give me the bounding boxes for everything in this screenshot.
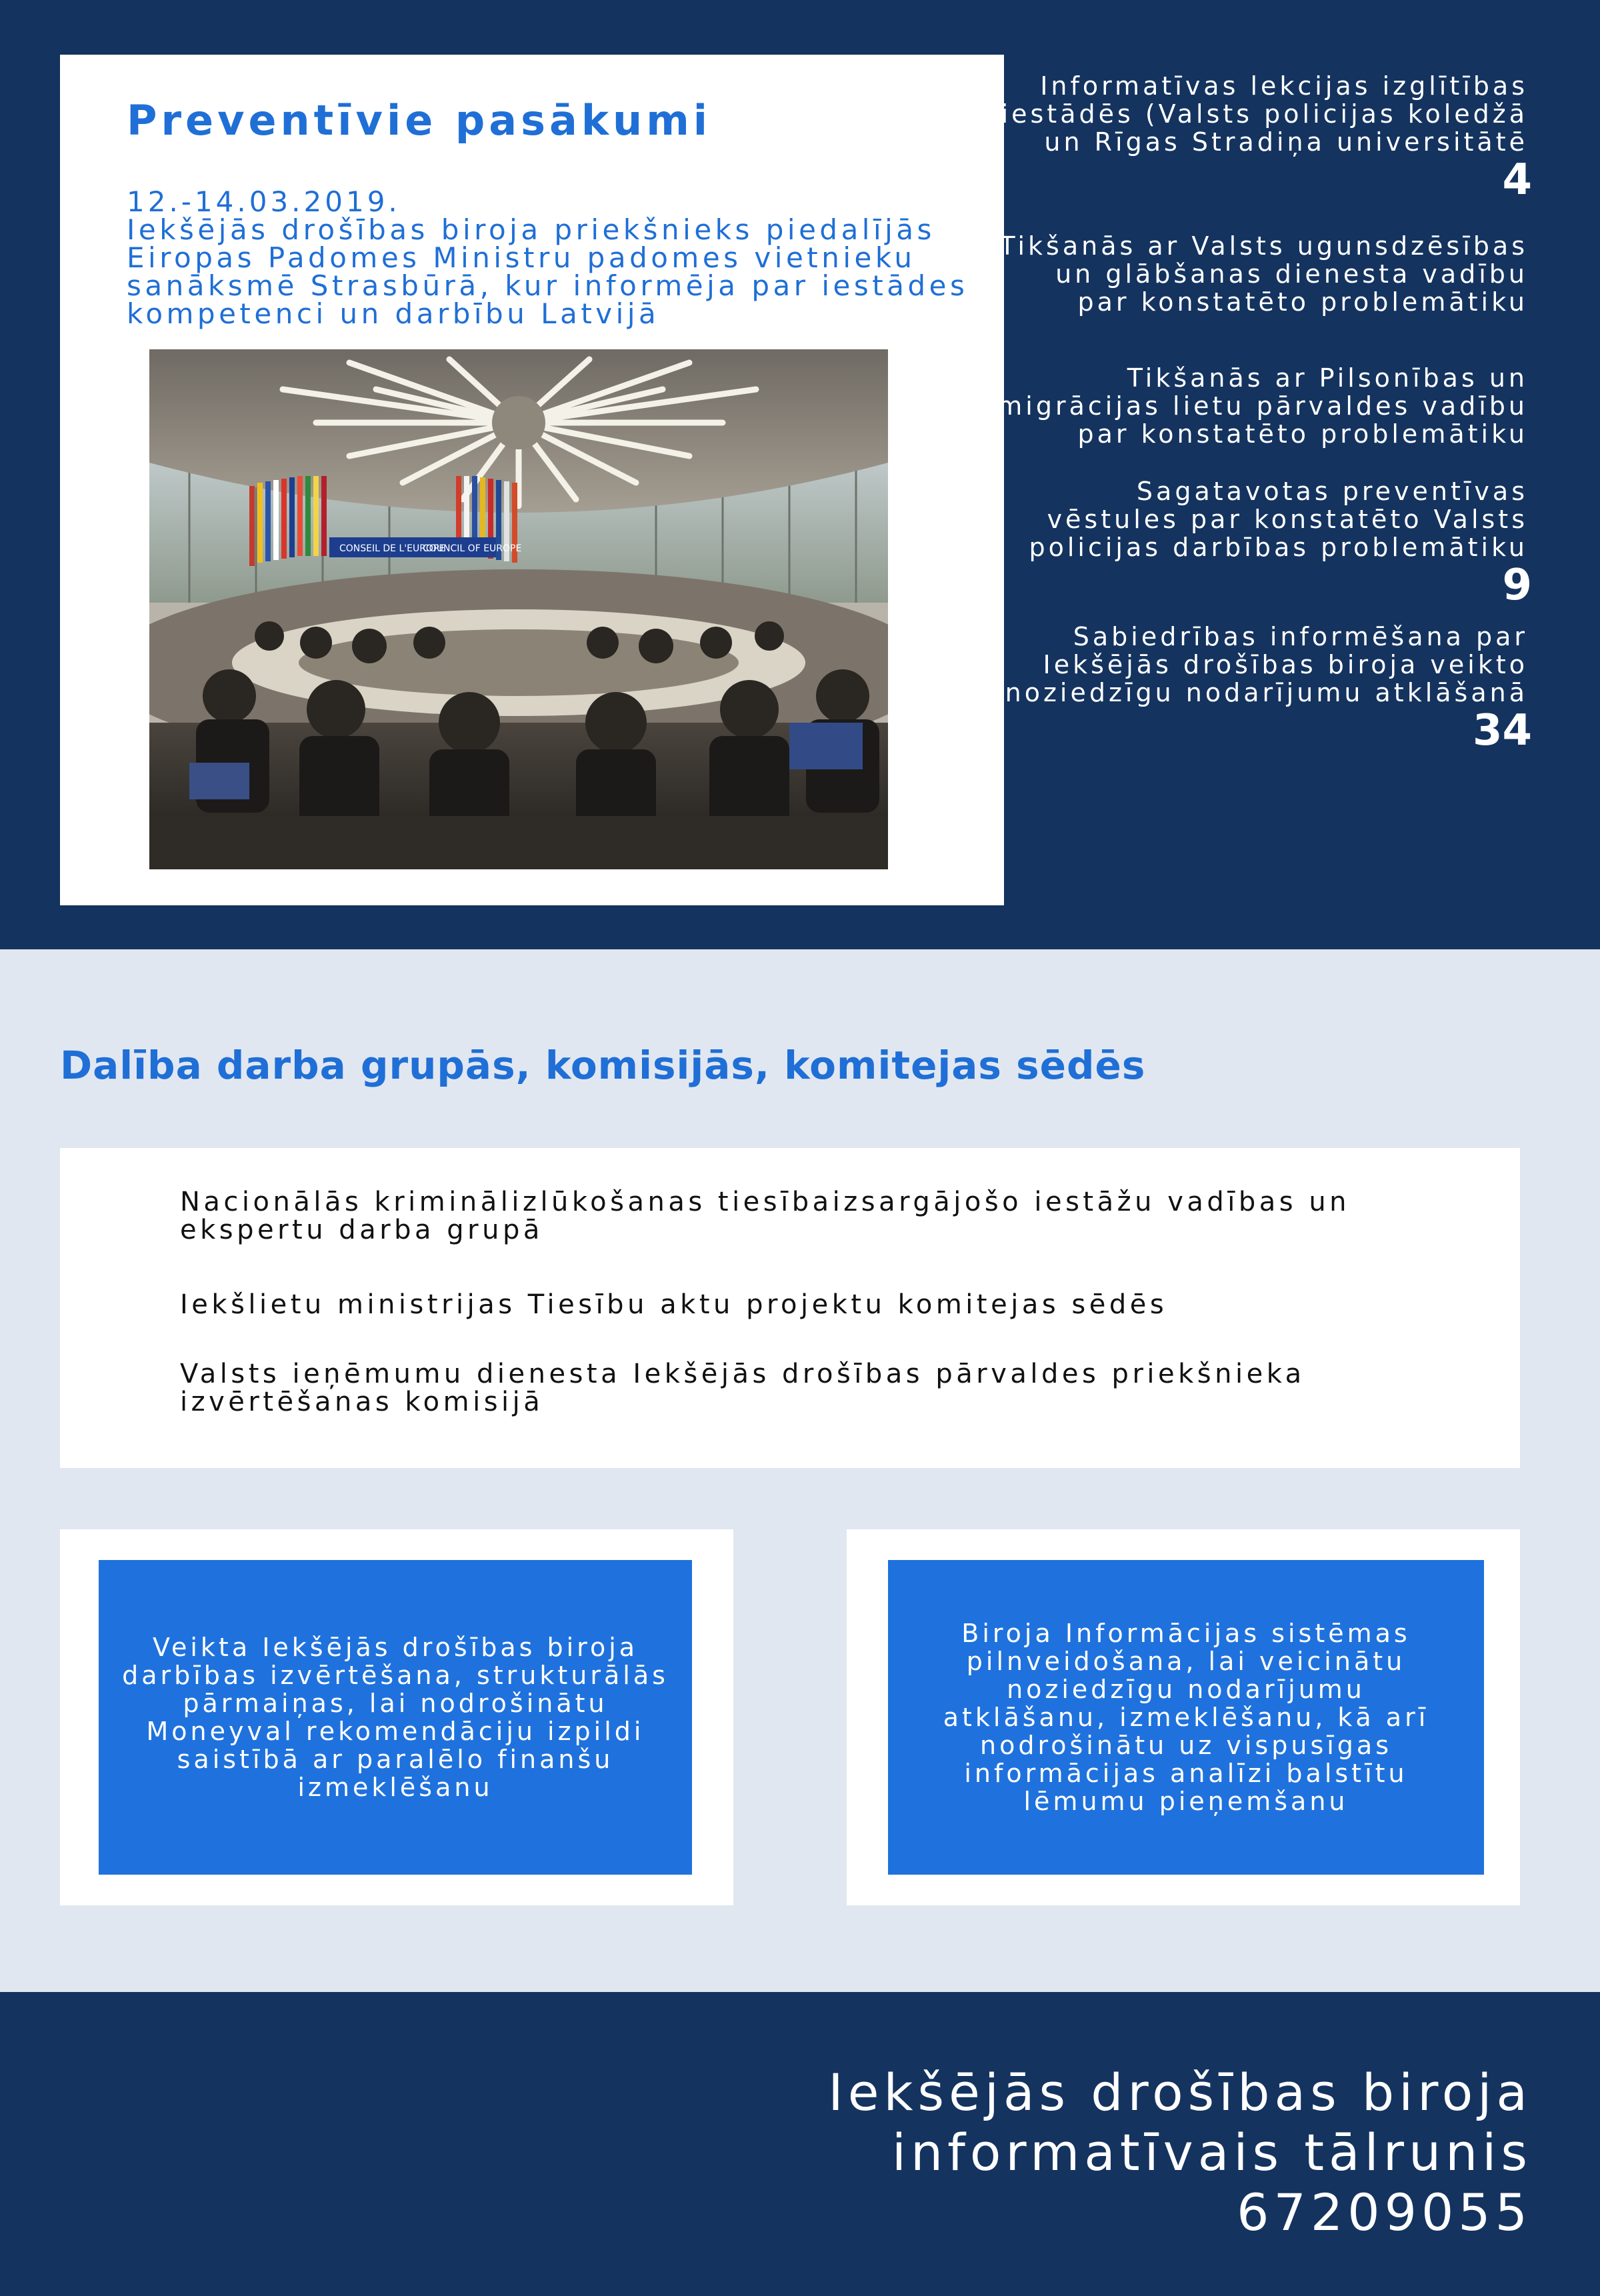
preventive-card bbox=[60, 55, 1004, 905]
photo-banner-left: CONSEIL DE L'EUROPE bbox=[339, 543, 445, 554]
stat-label: Informatīvas lekcijas izglītības iestādēs (Valsts policijas koledžā un Rīgas Stradiņa universitātē bbox=[1001, 71, 1528, 157]
evaluation-card bbox=[60, 1529, 733, 1905]
stat-label: Tikšanās ar Pilsonības un migrācijas lietu pārvaldes vadību par konstatēto problemātiku bbox=[997, 363, 1528, 449]
footer-line-1: Iekšējās drošības biroja bbox=[828, 2063, 1532, 2122]
list-item: Iekšlietu ministrijas Tiesību aktu projektu komitejas sēdēs bbox=[180, 1289, 1168, 1320]
stat-value: 9 bbox=[1502, 561, 1532, 610]
stat-label: Tikšanās ar Valsts ugunsdzēsības un glābšanas dienesta vadību par konstatēto problemātiku bbox=[999, 231, 1528, 317]
stat-lectures bbox=[995, 71, 1532, 205]
photo-banner-right: COUNCIL OF EUROPE bbox=[423, 543, 522, 554]
stat-value: 34 bbox=[1472, 706, 1532, 755]
top-band bbox=[0, 0, 1600, 949]
stat-public-info bbox=[995, 622, 1532, 755]
info-system-box bbox=[888, 1560, 1484, 1875]
footer-contact bbox=[828, 2063, 1532, 2243]
stat-fire-service bbox=[995, 232, 1528, 316]
info-system-text: Biroja Informācijas sistēmas pilnveidošana, lai veicinātu noziedzīgu nodarījumu atklāšanu, izmeklēšanu, kā arī nodrošinātu uz vispusīgas informācijas analīzi balstītu lēmumu pieņemšanu bbox=[943, 1619, 1429, 1816]
participation-list bbox=[60, 1148, 1520, 1468]
event-date: 12.-14.03.2019. bbox=[127, 185, 401, 218]
list-item: Valsts ieņēmumu dienesta Iekšējās drošības pārvaldes priekšnieka izvērtēšanas komisijā bbox=[180, 1359, 1305, 1417]
stat-label: Sagatavotas preventīvas vēstules par konstatēto Valsts policijas darbības problemātiku bbox=[1029, 477, 1528, 562]
evaluation-box bbox=[99, 1560, 692, 1875]
footer-band bbox=[0, 1992, 1600, 2296]
stat-label: Sabiedrības informēšana par Iekšējās drošības biroja veikto noziedzīgu nodarījumu atklāšanā bbox=[1005, 622, 1528, 707]
stats-column bbox=[995, 71, 1532, 755]
stat-letters bbox=[995, 477, 1532, 610]
info-system-card bbox=[847, 1529, 1520, 1905]
preventive-title: Preventīvie pasākumi bbox=[127, 96, 712, 145]
stat-value: 4 bbox=[1502, 155, 1532, 205]
event-description: Iekšējās drošības biroja priekšnieks piedalījās Eiropas Padomes Ministru padomes vietnieku sanāksmē Strasbūrā, kur informēja par iestādes kompetenci un darbību Latvijā bbox=[127, 213, 969, 330]
stat-migration bbox=[995, 364, 1528, 448]
footer-phone: 67209055 bbox=[1237, 2183, 1532, 2242]
footer-line-2: informatīvais tālrunis bbox=[891, 2123, 1532, 2182]
meeting-photo bbox=[149, 349, 888, 869]
evaluation-text: Veikta Iekšējās drošības biroja darbības izvērtēšana, strukturālās pārmaiņas, lai nodrošinātu Moneyval rekomendāciju izpildi saistībā ar paralēlo finanšu izmeklēšanu bbox=[122, 1633, 669, 1802]
participation-title: Dalība darba grupās, komisijās, komitejas sēdēs bbox=[60, 1043, 1146, 1088]
list-item: Nacionālās kriminālizlūkošanas tiesībaizsargājošo iestāžu vadības un ekspertu darba grupā bbox=[180, 1187, 1351, 1245]
